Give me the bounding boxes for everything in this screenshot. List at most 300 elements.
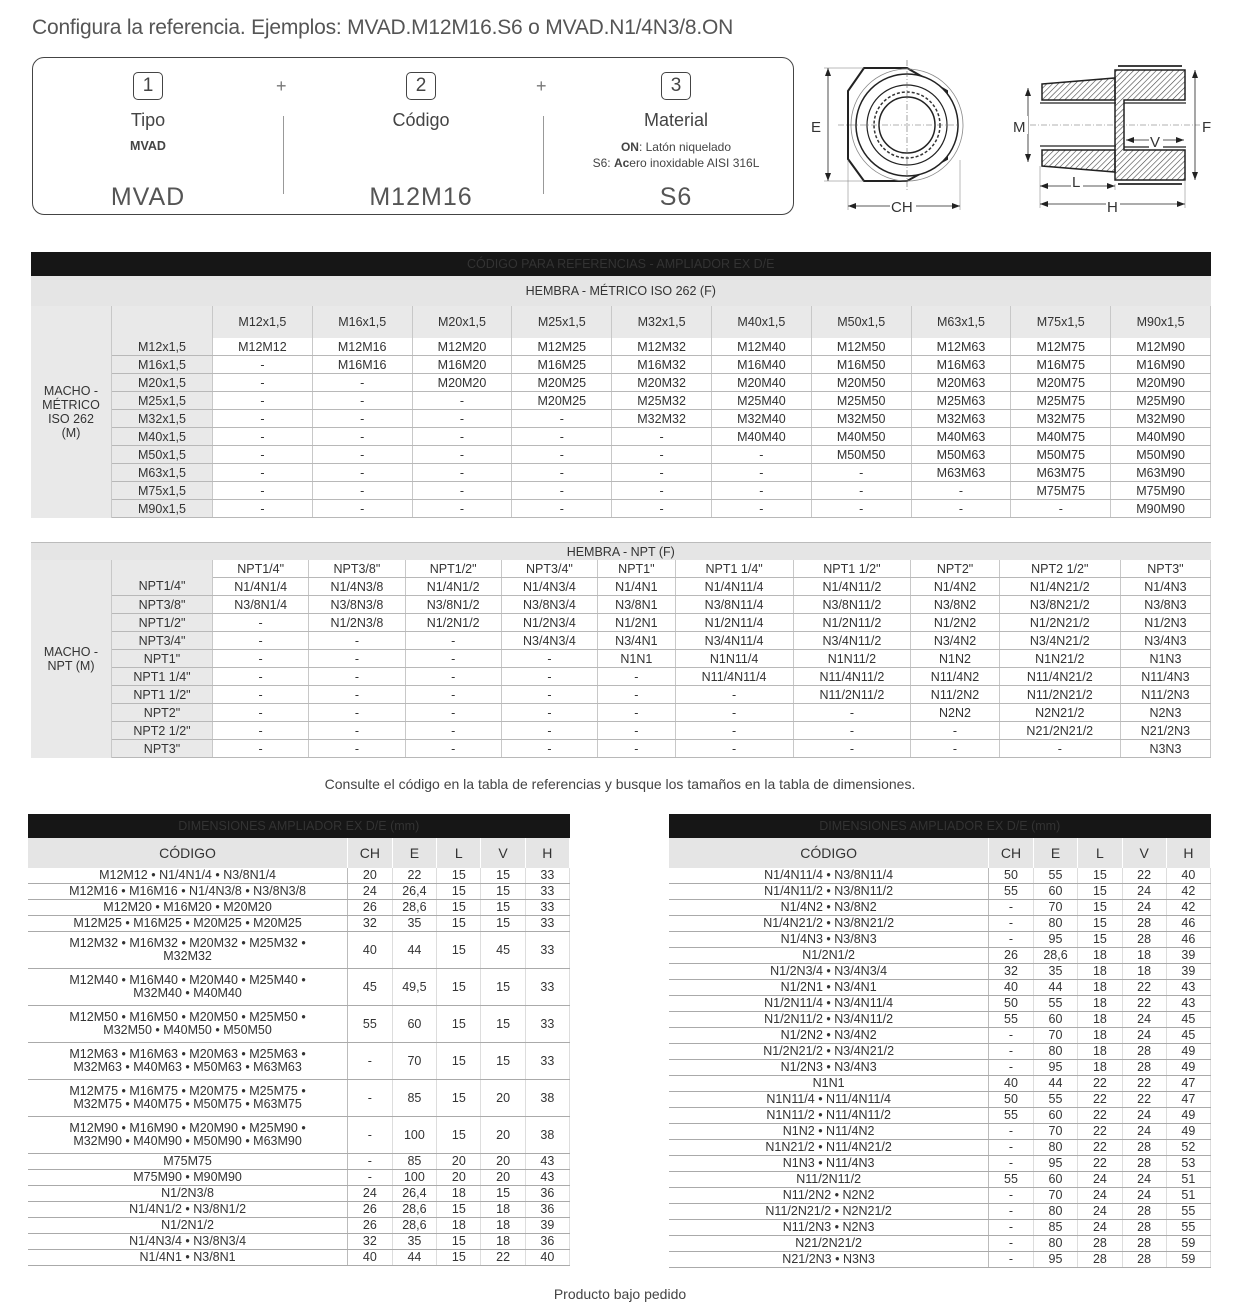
dim-code-line: N1/2N2 • N3/4N2: [780, 1028, 877, 1042]
reference-code: -: [911, 722, 999, 740]
dim-value: 60: [1033, 1108, 1078, 1124]
reference-code: -: [312, 428, 412, 446]
reference-code: -: [598, 686, 676, 704]
dim-value: 50: [989, 868, 1033, 884]
dim-value: 15: [1078, 884, 1122, 900]
dim-value: 33: [525, 969, 569, 1006]
dim-value: 28: [1122, 1236, 1166, 1252]
reference-code: -: [213, 500, 313, 518]
dim-value: 33: [525, 1043, 569, 1080]
dim-code-line: M12M12 • N1/4N1/4 • N3/8N1/4: [99, 868, 277, 882]
dim-value: 28: [1122, 1252, 1166, 1268]
reference-code: -: [598, 740, 676, 758]
male-size-label: NPT1/4": [112, 578, 213, 596]
dim-value: 28: [1122, 1204, 1166, 1220]
male-label-line: MÉTRICO: [42, 397, 100, 412]
reference-code: M16M50: [811, 356, 911, 374]
table-row: [669, 1140, 1211, 1156]
reference-code: -: [612, 464, 712, 482]
reference-code: N3/8N11/4: [675, 596, 793, 614]
dim-value: 36: [525, 1202, 569, 1218]
dim-value: 28: [1122, 916, 1166, 932]
reference-code: N11/2N21/2: [999, 686, 1120, 704]
male-size-label: NPT3": [112, 740, 213, 758]
dim-code: [669, 884, 989, 900]
dim-label-f: F: [1202, 119, 1212, 136]
dim-value: 49: [1166, 1108, 1210, 1124]
dim-value: 42: [1166, 884, 1210, 900]
reference-code: -: [999, 740, 1120, 758]
dim-value: -: [989, 1156, 1033, 1172]
reference-code: N11/4N11/2: [793, 668, 911, 686]
dim-value: 35: [392, 916, 437, 932]
female-size-header: NPT1 1/2": [793, 560, 911, 578]
dim-code-line: N1/2N21/2 • N3/4N21/2: [763, 1044, 895, 1058]
table-row: [31, 356, 1211, 374]
dim-code-line: M32M75 • M40M75 • M50M75 • M63M75: [73, 1097, 302, 1111]
dim-value: 44: [392, 932, 437, 969]
dim-value: 28,6: [1033, 948, 1078, 964]
dim-value: 70: [1033, 1028, 1078, 1044]
step-number: 2: [406, 72, 436, 100]
dim-value: 24: [348, 1186, 392, 1202]
corner-cell: [112, 560, 213, 578]
table-row: [669, 900, 1211, 916]
reference-code: -: [598, 668, 676, 686]
dim-value: 43: [525, 1154, 569, 1170]
reference-code: -: [793, 740, 911, 758]
dim-value: 15: [437, 1234, 481, 1250]
dim-label-v: V: [1150, 134, 1161, 151]
dim-value: -: [989, 1204, 1033, 1220]
reference-code: M40M40: [711, 428, 811, 446]
config-heading: Código: [392, 110, 450, 130]
reference-code: -: [405, 650, 501, 668]
dim-column-header: H: [1166, 838, 1210, 868]
reference-code: -: [309, 686, 405, 704]
dim-value: 70: [1033, 900, 1078, 916]
male-label: [31, 306, 112, 518]
dim-value: -: [989, 1028, 1033, 1044]
dim-code: [669, 996, 989, 1012]
dim-value: 15: [481, 884, 525, 900]
dim-value: 39: [1166, 964, 1210, 980]
female-size-header: M25x1,5: [512, 306, 612, 338]
reference-code: M12M16: [312, 338, 412, 356]
reference-code: M12M75: [1011, 338, 1111, 356]
dim-table-title: DIMENSIONES AMPLIADOR EX D/E (mm): [669, 814, 1211, 838]
reference-code: N1/4N1/4: [213, 578, 309, 596]
female-size-header: M32x1,5: [612, 306, 712, 338]
reference-code: -: [412, 410, 512, 428]
reference-code: M20M20: [412, 374, 512, 392]
dim-value: 15: [437, 1250, 481, 1266]
male-size-label: NPT1 1/2": [112, 686, 213, 704]
reference-code: -: [811, 500, 911, 518]
reference-code: N3/8N1/2: [405, 596, 501, 614]
dim-code-line: N21/2N21/2: [795, 1236, 862, 1250]
dim-code: [28, 1170, 348, 1186]
reference-code: -: [711, 464, 811, 482]
male-label-line: (M): [61, 425, 81, 440]
dim-code-line: N1/4N11/4 • N3/8N11/4: [764, 868, 894, 882]
reference-code: -: [612, 482, 712, 500]
dim-value: 100: [392, 1117, 437, 1154]
dim-value: 18: [1078, 1012, 1122, 1028]
dim-value: 24: [1122, 900, 1166, 916]
dim-value: 36: [525, 1186, 569, 1202]
dim-value: 80: [1033, 916, 1078, 932]
dim-value: 15: [481, 969, 525, 1006]
reference-code: N3/4N2: [911, 632, 999, 650]
male-size-label: M63x1,5: [112, 464, 213, 482]
reference-code: M12M32: [612, 338, 712, 356]
dim-code-line: M12M25 • M16M25 • M20M25 • M20M25: [73, 916, 302, 930]
table-row: [669, 1236, 1211, 1252]
dim-value: 22: [1122, 1076, 1166, 1092]
reference-code: M63M63: [911, 464, 1011, 482]
table-row: [669, 916, 1211, 932]
dim-value: 95: [1033, 1060, 1078, 1076]
table-row: [31, 482, 1211, 500]
reference-code: N3/8N3/8: [309, 596, 405, 614]
dim-value: 15: [481, 1006, 525, 1043]
reference-code: -: [512, 500, 612, 518]
dim-code-line: M12M63 • M16M63 • M20M63 • M25M63 •: [69, 1047, 306, 1061]
table-row: [31, 374, 1211, 392]
dim-code-line: N1N21/2 • N11/4N21/2: [765, 1140, 892, 1154]
reference-code: M40M90: [1111, 428, 1211, 446]
dim-value: 40: [348, 932, 392, 969]
reference-code: -: [213, 482, 313, 500]
dim-value: 95: [1033, 1252, 1078, 1268]
reference-code: M20M75: [1011, 374, 1111, 392]
step-number: 1: [133, 72, 163, 100]
dim-value: 46: [1166, 916, 1210, 932]
dim-code: [28, 1006, 348, 1043]
reference-code: -: [405, 740, 501, 758]
dim-code-line: N21/2N3 • N3N3: [782, 1252, 875, 1266]
step-number: 3: [661, 72, 691, 100]
dim-value: 28,6: [392, 1202, 437, 1218]
dim-value: 60: [1033, 1012, 1078, 1028]
dim-value: 33: [525, 1006, 569, 1043]
reference-code: M12M50: [811, 338, 911, 356]
table-row: [669, 980, 1211, 996]
reference-code: -: [612, 428, 712, 446]
dim-label-l: L: [1072, 174, 1081, 191]
reference-code: N11/2N2: [911, 686, 999, 704]
reference-code: -: [512, 446, 612, 464]
female-size-header: M75x1,5: [1011, 306, 1111, 338]
reference-code: -: [405, 686, 501, 704]
reference-code: -: [512, 428, 612, 446]
dim-value: 22: [1078, 1076, 1122, 1092]
dim-value: 24: [1122, 1172, 1166, 1188]
dim-code-line: M75M75: [163, 1154, 212, 1168]
table-row: [669, 948, 1211, 964]
reference-code: N2N2: [911, 704, 999, 722]
dim-code-line: N1/4N2 • N3/8N2: [780, 900, 877, 914]
dim-code: [669, 1188, 989, 1204]
table-row: [31, 632, 1211, 650]
dim-value: -: [348, 1117, 392, 1154]
dim-code-line: N11/2N11/2: [796, 1172, 862, 1186]
dim-code-line: N1/4N1 • N3/8N1: [139, 1250, 236, 1264]
female-size-header: NPT3/8": [309, 560, 405, 578]
reference-code: M16M75: [1011, 356, 1111, 374]
reference-code: -: [309, 650, 405, 668]
male-size-label: M40x1,5: [112, 428, 213, 446]
dim-value: 18: [437, 1218, 481, 1234]
reference-code: N3/8N1: [598, 596, 676, 614]
dim-value: 40: [525, 1250, 569, 1266]
reference-code: -: [312, 464, 412, 482]
dim-value: 85: [392, 1154, 437, 1170]
reference-code: -: [213, 632, 309, 650]
male-size-label: NPT3/4": [112, 632, 213, 650]
reference-code: M16M32: [612, 356, 712, 374]
dim-value: 43: [1166, 980, 1210, 996]
dim-value: 28: [1078, 1252, 1122, 1268]
dim-value: -: [989, 900, 1033, 916]
dim-code-line: N1/2N11/4 • N3/4N11/4: [764, 996, 894, 1010]
dim-value: 15: [481, 868, 525, 884]
reference-code: N1/4N2: [911, 578, 999, 596]
male-size-label: M90x1,5: [112, 500, 213, 518]
dim-value: 95: [1033, 932, 1078, 948]
table-row: [669, 868, 1211, 884]
dim-value: 44: [392, 1250, 437, 1266]
dim-value: -: [989, 1044, 1033, 1060]
page-title: Configura la referencia. Ejemplos: MVAD.M12M16.S6 o MVAD.N1/4N3/8.ON: [32, 16, 734, 39]
dim-value: 38: [525, 1080, 569, 1117]
reference-code: M90M90: [1111, 500, 1211, 518]
dim-value: 15: [1078, 932, 1122, 948]
dim-value: 24: [1078, 1188, 1122, 1204]
dim-code: [28, 1043, 348, 1080]
dim-value: 15: [437, 1080, 481, 1117]
table-row: [28, 1234, 570, 1250]
dim-code-line: M32M90 • M40M90 • M50M90 • M63M90: [73, 1134, 302, 1148]
reference-code: N11/4N11/4: [675, 668, 793, 686]
dim-code-line: N11/2N21/2 • N2N21/2: [765, 1204, 892, 1218]
ref-table-title: CÓDIGO PARA REFERENCIAS - AMPLIADOR EX D/E: [31, 252, 1211, 276]
dim-value: 28: [1122, 1156, 1166, 1172]
reference-code: N3/4N11/2: [793, 632, 911, 650]
dim-value: 18: [481, 1218, 525, 1234]
footer-note: Producto bajo pedido: [553, 1286, 687, 1302]
dim-code-line: M75M90 • M90M90: [133, 1170, 242, 1184]
dim-value: 22: [1122, 868, 1166, 884]
male-label-line: ISO 262: [48, 411, 94, 426]
reference-code: N11/2N3: [1120, 686, 1210, 704]
dim-column-header: CÓDIGO: [669, 838, 989, 868]
dim-value: -: [989, 1124, 1033, 1140]
reference-code: -: [811, 482, 911, 500]
reference-code: N1/4N1: [598, 578, 676, 596]
table-row: [31, 500, 1211, 518]
reference-code: M63M75: [1011, 464, 1111, 482]
reference-code: M32M75: [1011, 410, 1111, 428]
dim-value: 80: [1033, 1044, 1078, 1060]
reference-code: -: [1011, 500, 1111, 518]
reference-code: -: [213, 374, 313, 392]
reference-code: N1/4N1/2: [405, 578, 501, 596]
reference-code: N3/8N21/2: [999, 596, 1120, 614]
dim-value: 70: [1033, 1124, 1078, 1140]
dim-value: 18: [481, 1202, 525, 1218]
dim-value: 60: [392, 1006, 437, 1043]
dim-code-line: M32M63 • M40M63 • M50M63 • M63M63: [73, 1060, 302, 1074]
male-size-label: NPT3/8": [112, 596, 213, 614]
reference-code: M12M20: [412, 338, 512, 356]
reference-code: -: [412, 392, 512, 410]
male-label-line: MACHO -: [43, 383, 99, 398]
reference-code: M20M25: [512, 374, 612, 392]
reference-code: -: [405, 722, 501, 740]
table-row: [28, 932, 570, 969]
dim-value: 26: [348, 1218, 392, 1234]
dim-value: 40: [989, 980, 1033, 996]
reference-code: -: [312, 500, 412, 518]
dim-code-line: N11/2N3 • N2N3: [782, 1220, 875, 1234]
female-size-header: M12x1,5: [213, 306, 313, 338]
dim-value: 55: [989, 884, 1033, 900]
dim-column-header: V: [481, 838, 525, 868]
dim-code: [669, 900, 989, 916]
dim-value: 26: [348, 900, 392, 916]
male-size-label: NPT2": [112, 704, 213, 722]
reference-code: N3/4N21/2: [999, 632, 1120, 650]
dim-value: -: [348, 1080, 392, 1117]
female-size-header: NPT2": [911, 560, 999, 578]
reference-code: N1N11/4: [675, 650, 793, 668]
table-row: [28, 1117, 570, 1154]
dim-value: 20: [348, 868, 392, 884]
reference-code: -: [312, 374, 412, 392]
reference-code: -: [213, 410, 313, 428]
reference-code: M20M90: [1111, 374, 1211, 392]
dim-value: 15: [437, 868, 481, 884]
plus-sign: +: [536, 76, 547, 96]
table-row: [28, 884, 570, 900]
dim-value: 28: [1122, 1060, 1166, 1076]
dim-value: 18: [1078, 948, 1122, 964]
dim-value: -: [348, 1043, 392, 1080]
reference-code: N3/8N3/4: [501, 596, 597, 614]
reference-code: N1/2N11/4: [675, 614, 793, 632]
female-label: HEMBRA - MÉTRICO ISO 262 (F): [31, 276, 1211, 306]
table-row: [669, 1172, 1211, 1188]
dim-value: 95: [1033, 1156, 1078, 1172]
dim-code: [28, 1154, 348, 1170]
dim-code: [28, 900, 348, 916]
dim-code-line: N1N1: [812, 1076, 845, 1090]
material-code: ON: [620, 140, 639, 154]
table-row: [31, 464, 1211, 482]
table-row: [669, 996, 1211, 1012]
dim-value: 80: [1033, 1236, 1078, 1252]
dim-value: 45: [1166, 1028, 1210, 1044]
table-row: [28, 1250, 570, 1266]
dim-value: 28: [1122, 1140, 1166, 1156]
reference-code: M12M12: [213, 338, 313, 356]
dim-code-line: N1/2N1/2: [802, 948, 856, 962]
dim-code: [669, 980, 989, 996]
dim-code: [669, 932, 989, 948]
dim-value: 24: [1122, 1188, 1166, 1204]
dim-code-line: M12M20 • M16M20 • M20M20: [103, 900, 272, 914]
dim-value: 20: [481, 1154, 525, 1170]
table-row: [31, 740, 1211, 758]
table-row: [669, 964, 1211, 980]
dim-code: [669, 1044, 989, 1060]
reference-code: -: [213, 464, 313, 482]
reference-code: -: [213, 614, 309, 632]
dim-value: 44: [1033, 980, 1078, 996]
reference-code: M12M25: [512, 338, 612, 356]
reference-code: M32M32: [612, 410, 712, 428]
male-size-label: M50x1,5: [112, 446, 213, 464]
dim-value: 55: [1033, 868, 1078, 884]
reference-code: M20M50: [811, 374, 911, 392]
female-size-header: NPT3/4": [501, 560, 597, 578]
dim-code-line: N1/2N3 • N3/4N3: [780, 1060, 877, 1074]
dim-value: 22: [392, 868, 437, 884]
dim-value: 28: [1122, 1220, 1166, 1236]
reference-code: N1/2N3: [1120, 614, 1210, 632]
dim-value: 55: [348, 1006, 392, 1043]
reference-code: -: [412, 464, 512, 482]
table-row: [31, 650, 1211, 668]
dim-code: [669, 868, 989, 884]
reference-code: -: [309, 740, 405, 758]
reference-code: N2N3: [1120, 704, 1210, 722]
reference-code: N21/2N21/2: [999, 722, 1120, 740]
reference-code: N1/2N3/8: [309, 614, 405, 632]
dim-code: [669, 1108, 989, 1124]
dim-label-h: H: [1107, 199, 1118, 216]
table-row: [31, 668, 1211, 686]
reference-code: M16M90: [1111, 356, 1211, 374]
dim-value: 24: [1078, 1204, 1122, 1220]
dim-value: -: [348, 1154, 392, 1170]
reference-code: -: [213, 446, 313, 464]
dim-value: 24: [1122, 1124, 1166, 1140]
female-size-header: NPT1/2": [405, 560, 501, 578]
reference-code: -: [911, 740, 999, 758]
dim-value: 22: [1122, 1092, 1166, 1108]
reference-code: N11/4N3: [1120, 668, 1210, 686]
dim-value: 15: [481, 1186, 525, 1202]
dim-code-line: N1N3 • N11/4N3: [782, 1156, 875, 1170]
reference-code: N1/2N11/2: [793, 614, 911, 632]
dim-value: 55: [1033, 1092, 1078, 1108]
dim-value: 15: [437, 969, 481, 1006]
reference-code: -: [309, 722, 405, 740]
table-row: [28, 1218, 570, 1234]
dim-value: 22: [481, 1250, 525, 1266]
dim-value: -: [989, 1236, 1033, 1252]
reference-code: N1/2N1: [598, 614, 676, 632]
reference-code: M50M90: [1111, 446, 1211, 464]
dim-code: [28, 1080, 348, 1117]
female-size-header: M20x1,5: [412, 306, 512, 338]
dim-code-line: N1N2 • N11/4N2: [782, 1124, 875, 1138]
dim-code-line: M12M75 • M16M75 • M20M75 • M25M75 •: [69, 1084, 306, 1098]
reference-code: -: [309, 704, 405, 722]
